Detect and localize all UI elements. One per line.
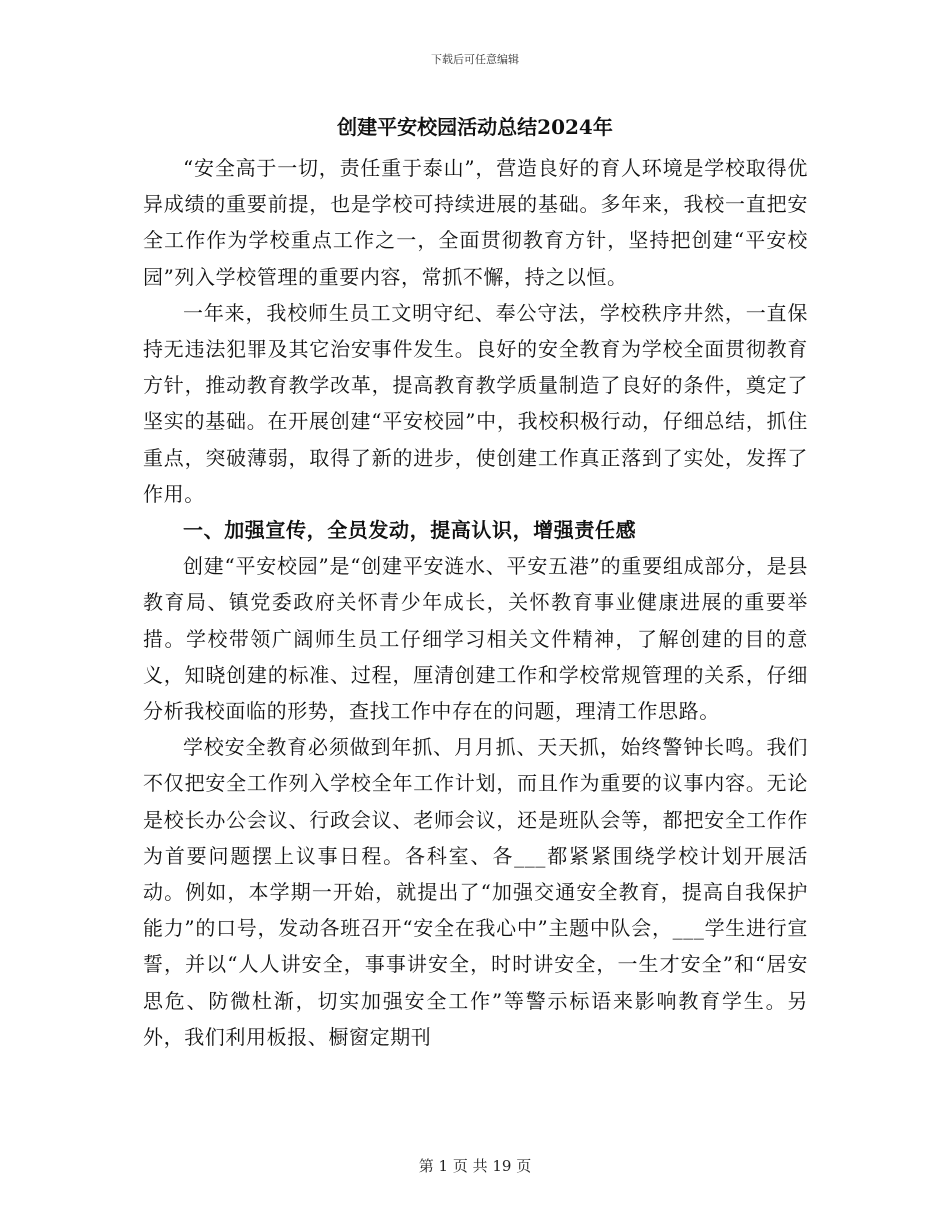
paragraph-section1-b: 学校安全教育必须做到年抓、月月抓、天天抓，始终警钟长鸣。我们不仅把安全工作列入学校全年工作计划，而且作为重要的议事内容。无论是校长办公会议、行政会议、老师会议，还是班队会等，都把安全工作作为首要问题摆上议事日程。各科室、各___都紧紧围绕学校计划开展活动。例如，本学期一开始，就提出了“加强交通安全教育，提高自我保护能力”的口号，发动各班召开“安全在我心中”主题中队会，___学生进行宣誓，并以“人人讲安全，事事讲安全，时时讲安全，一生才安全”和“居安思危、防微杜渐，切实加强安全工作”等警示标语来影响教育学生。另外，我们利用板报、橱窗定期刊: [143, 735, 808, 1049]
section-heading-1: 一、加强宣传，全员发动，提高认识，增强责任感: [183, 518, 637, 543]
paragraph-summary: 一年来，我校师生员工文明守纪、奉公守法，学校秩序井然，一直保持无违法犯罪及其它治安事件发生。良好的安全教育为学校全面贯彻教育方针，推动教育教学改革，提高教育教学质量制造了良好的条件，奠定了坚实的基础。在开展创建“平安校园”中，我校积极行动，仔细总结，抓住重点，突破薄弱，取得了新的进步，使创建工作真正落到了实处，发挥了作用。: [143, 300, 808, 506]
document-title: 创建平安校园活动总结2024年: [337, 115, 613, 139]
paragraph-intro: “安全高于一切，责任重于泰山”，营造良好的育人环境是学校取得优异成绩的重要前提，也是学校可持续进展的基础。多年来，我校一直把安全工作作为学校重点工作之一，全面贯彻教育方针，坚持把创建“平安校园”列入学校管理的重要内容，常抓不懈，持之以恒。: [143, 156, 808, 289]
page-header-note: 下载后可任意编辑: [431, 53, 519, 66]
document-body: [143, 150, 808, 1055]
paragraph-section1-a: 创建“平安校园”是“创建平安涟水、平安五港”的重要组成部分，是县教育局、镇党委政府关怀青少年成长，关怀教育事业健康进展的重要举措。学校带领广阔师生员工仔细学习相关文件精神，了解创建的目的意义，知晓创建的标准、过程，厘清创建工作和学校常规管理的关系，仔细分析我校面临的形势，查找工作中存在的问题，理清工作思路。: [143, 554, 808, 724]
page-number: 第 1 页 共 19 页: [418, 1157, 532, 1175]
